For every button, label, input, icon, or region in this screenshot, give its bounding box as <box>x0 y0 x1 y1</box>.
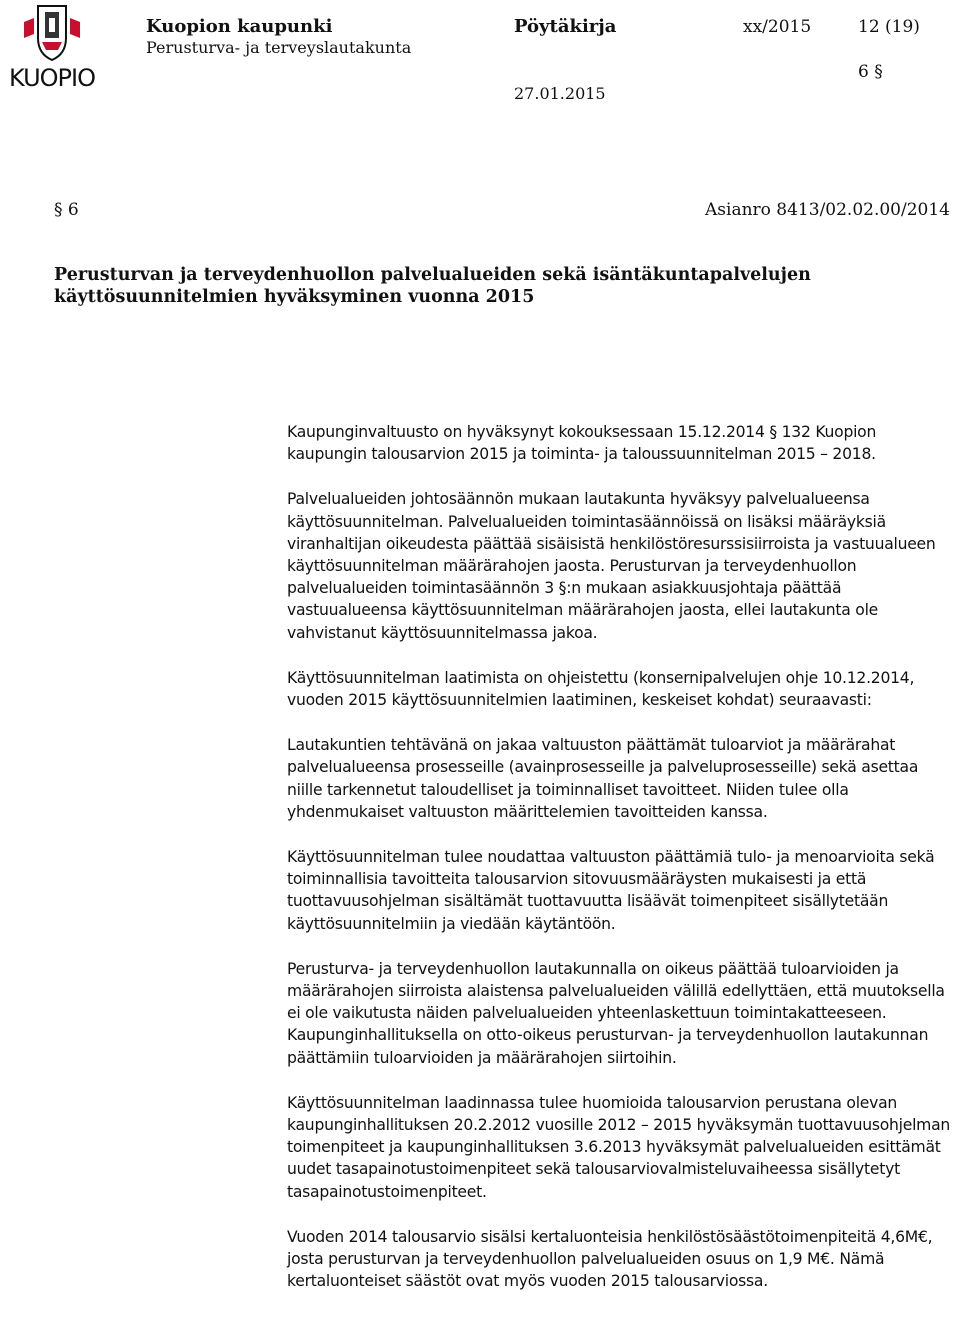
item-title: Perusturvan ja terveydenhuollon palvelualueiden sekä isäntäkuntapalvelujen käyttösuunnitelmien hyväksyminen vuonna 2015 <box>54 265 811 307</box>
logo-text: KUOPIO <box>9 64 95 92</box>
section-number: 6 § <box>858 62 883 82</box>
coat-of-arms-icon <box>4 4 100 64</box>
paragraph: Vuoden 2014 talousarvio sisälsi kertaluonteisia henkilöstösäästötoimenpiteitä 4,6M€, josta perusturvan ja terveydenhuollon palvelualueiden osuus on 1,9 M€. Nämä kertaluonteiset säästöt ovat myös vuoden 2015 talousarviossa. <box>287 1227 933 1291</box>
document-number: xx/2015 <box>743 17 812 37</box>
item-body <box>287 421 957 1316</box>
case-number: Asianro 8413/02.02.00/2014 <box>705 200 950 220</box>
paragraph: Käyttösuunnitelman tulee noudattaa valtuuston päättämiä tulo- ja menoarvioita sekä toiminnallisia tavoitteita talousarvion sitovuusmääräysten mukaisesti ja että tuottavuusohjelman sisältämät tuottavuutta lisäävät toimenpiteet sisällytetään käyttösuunnitelmiin ja viedään käytäntöön. <box>287 848 935 933</box>
paragraph: Palvelualueiden johtosäännön mukaan lautakunta hyväksyy palvelualueensa käyttösuunnitelman. Palvelualueiden toimintasäännöissä on lisäksi määräyksiä viranhaltijan oikeudesta päättää sisäisistä henkilöstöresurssisiirroista ja vastuualueen käyttösuunnitelman määrärahojen jaosta. Perusturvan ja terveydenhuollon palvelualueiden toimintasäännön 3 §:n mukaan asiakkuusjohtaja päättää vastuualueensa käyttösuunnitelman määrärahojen jaosta, ellei lautakunta ole vahvistanut käyttösuunnitelmassa jakoa. <box>287 490 936 642</box>
paragraph: Perusturva- ja terveydenhuollon lautakunnalla on oikeus päättää tuloarvioiden ja määrärahojen siirroista alaistensa palvelualueiden välillä edellyttäen, että muutoksella ei ole vaikutusta näiden palvelualueiden yhteenlaskettuun toimintakatteeseen. Kaupunginhallituksella on otto-oikeus perusturvan- ja terveydenhuollon lautakunnan päättämiin tuloarvioiden ja määrärahojen siirtoihin. <box>287 959 945 1067</box>
paragraph: Käyttösuunnitelman laatimista on ohjeistettu (konsernipalvelujen ohje 10.12.2014, vuoden 2015 käyttösuunnitelmien laatiminen, keskeiset kohdat) seuraavasti: <box>287 668 915 710</box>
board-name: Perusturva- ja terveyslautakunta <box>146 38 412 57</box>
meeting-date: 27.01.2015 <box>514 84 606 103</box>
document-type: Pöytäkirja <box>514 16 617 37</box>
organization-name: Kuopion kaupunki <box>146 16 333 37</box>
kuopio-logo <box>4 4 100 96</box>
item-number: § 6 <box>54 200 79 220</box>
paragraph: Lautakuntien tehtävänä on jakaa valtuuston päättämät tuloarviot ja määrärahat palvelualueensa prosesseille (avainprosesseille ja palveluprosesseille) sekä asettaa niille tarkennetut taloudelliset ja toiminnalliset tavoitteet. Niiden tulee olla yhdenmukaiset valtuuston määrittelemien tavoitteiden kanssa. <box>287 736 919 821</box>
page-number: 12 (19) <box>858 17 920 37</box>
paragraph: Käyttösuunnitelman laadinnassa tulee huomioida talousarvion perustana olevan kaupunginhallituksen 20.2.2012 vuosille 2012 – 2015 hyväksymän tuottavuusohjelman toimenpiteet ja kaupunginhallituksen 3.6.2013 hyväksymät palvelualueiden esittämät uudet tasapainotustoimenpiteet sekä talousarviovalmisteluvaiheessa sisällytetyt tasapainotustoimenpiteet. <box>287 1093 951 1201</box>
paragraph: Kaupunginvaltuusto on hyväksynyt kokouksessaan 15.12.2014 § 132 Kuopion kaupungin talousarvion 2015 ja toiminta- ja taloussuunnitelman 2015 – 2018. <box>287 423 877 464</box>
